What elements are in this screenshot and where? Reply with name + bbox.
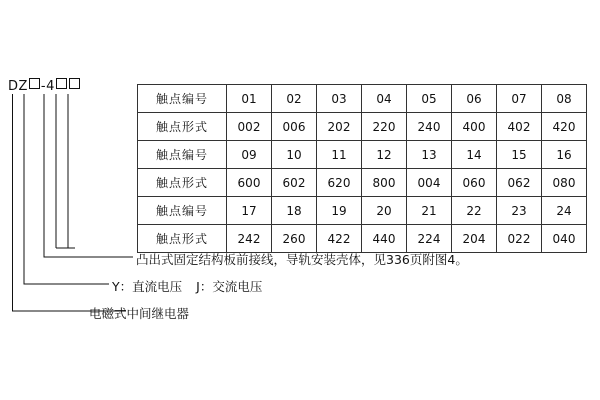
table-cell: 16 [542,141,587,169]
table-cell: 220 [362,113,407,141]
table-cell: 04 [362,85,407,113]
table-cell: 21 [407,197,452,225]
table-cell: 08 [542,85,587,113]
table-row [138,141,587,169]
table-cell: 260 [272,225,317,253]
row-header: 触点形式 [138,169,227,197]
note-voltage-ac: J：交流电压 [196,279,263,294]
row-header: 触点形式 [138,113,227,141]
table-cell: 07 [497,85,542,113]
table-cell: 420 [542,113,587,141]
table-cell: 402 [497,113,542,141]
note-device: 电磁式中间继电器 [89,306,190,321]
table-cell: 002 [227,113,272,141]
table-cell: 23 [497,197,542,225]
table-cell: 400 [452,113,497,141]
model-code-label [8,78,81,94]
note-structure: 凸出式固定结构板前接线，导轨安装壳体，见336页附图4。 [136,252,468,267]
table-cell: 062 [497,169,542,197]
table-cell: 18 [272,197,317,225]
table-cell: 09 [227,141,272,169]
table-cell: 17 [227,197,272,225]
table-cell: 022 [497,225,542,253]
table-cell: 01 [227,85,272,113]
table-cell: 080 [542,169,587,197]
model-code-box-3 [69,78,80,89]
table-cell: 800 [362,169,407,197]
table-cell: 22 [452,197,497,225]
table-cell: 602 [272,169,317,197]
table-cell: 15 [497,141,542,169]
model-code-box-2 [56,78,67,89]
table-cell: 05 [407,85,452,113]
row-header: 触点编号 [138,197,227,225]
table-cell: 224 [407,225,452,253]
table-cell: 10 [272,141,317,169]
table-cell: 440 [362,225,407,253]
table-cell: 06 [452,85,497,113]
table-cell: 11 [317,141,362,169]
model-code-middle: -4 [40,79,55,94]
row-header: 触点形式 [138,225,227,253]
table-row [138,225,587,253]
table-row [138,85,587,113]
table-cell: 060 [452,169,497,197]
table-cell: 620 [317,169,362,197]
table-row [138,113,587,141]
table-cell: 24 [542,197,587,225]
model-code-box-1 [29,78,40,89]
table-cell: 20 [362,197,407,225]
table-cell: 004 [407,169,452,197]
row-header: 触点编号 [138,85,227,113]
table-cell: 19 [317,197,362,225]
table-cell: 040 [542,225,587,253]
table-cell: 422 [317,225,362,253]
table-cell: 14 [452,141,497,169]
table-cell: 242 [227,225,272,253]
table-cell: 202 [317,113,362,141]
note-voltage-dc: Y：直流电压 [112,279,183,294]
table-cell: 600 [227,169,272,197]
contact-table-container [137,84,587,253]
table-cell: 02 [272,85,317,113]
note-voltage [112,277,262,295]
table-cell: 006 [272,113,317,141]
model-code-prefix: DZ [8,79,28,94]
table-row [138,169,587,197]
table-row [138,197,587,225]
row-header: 触点编号 [138,141,227,169]
table-cell: 12 [362,141,407,169]
contact-table [137,84,587,253]
table-cell: 240 [407,113,452,141]
table-cell: 204 [452,225,497,253]
table-cell: 13 [407,141,452,169]
table-cell: 03 [317,85,362,113]
